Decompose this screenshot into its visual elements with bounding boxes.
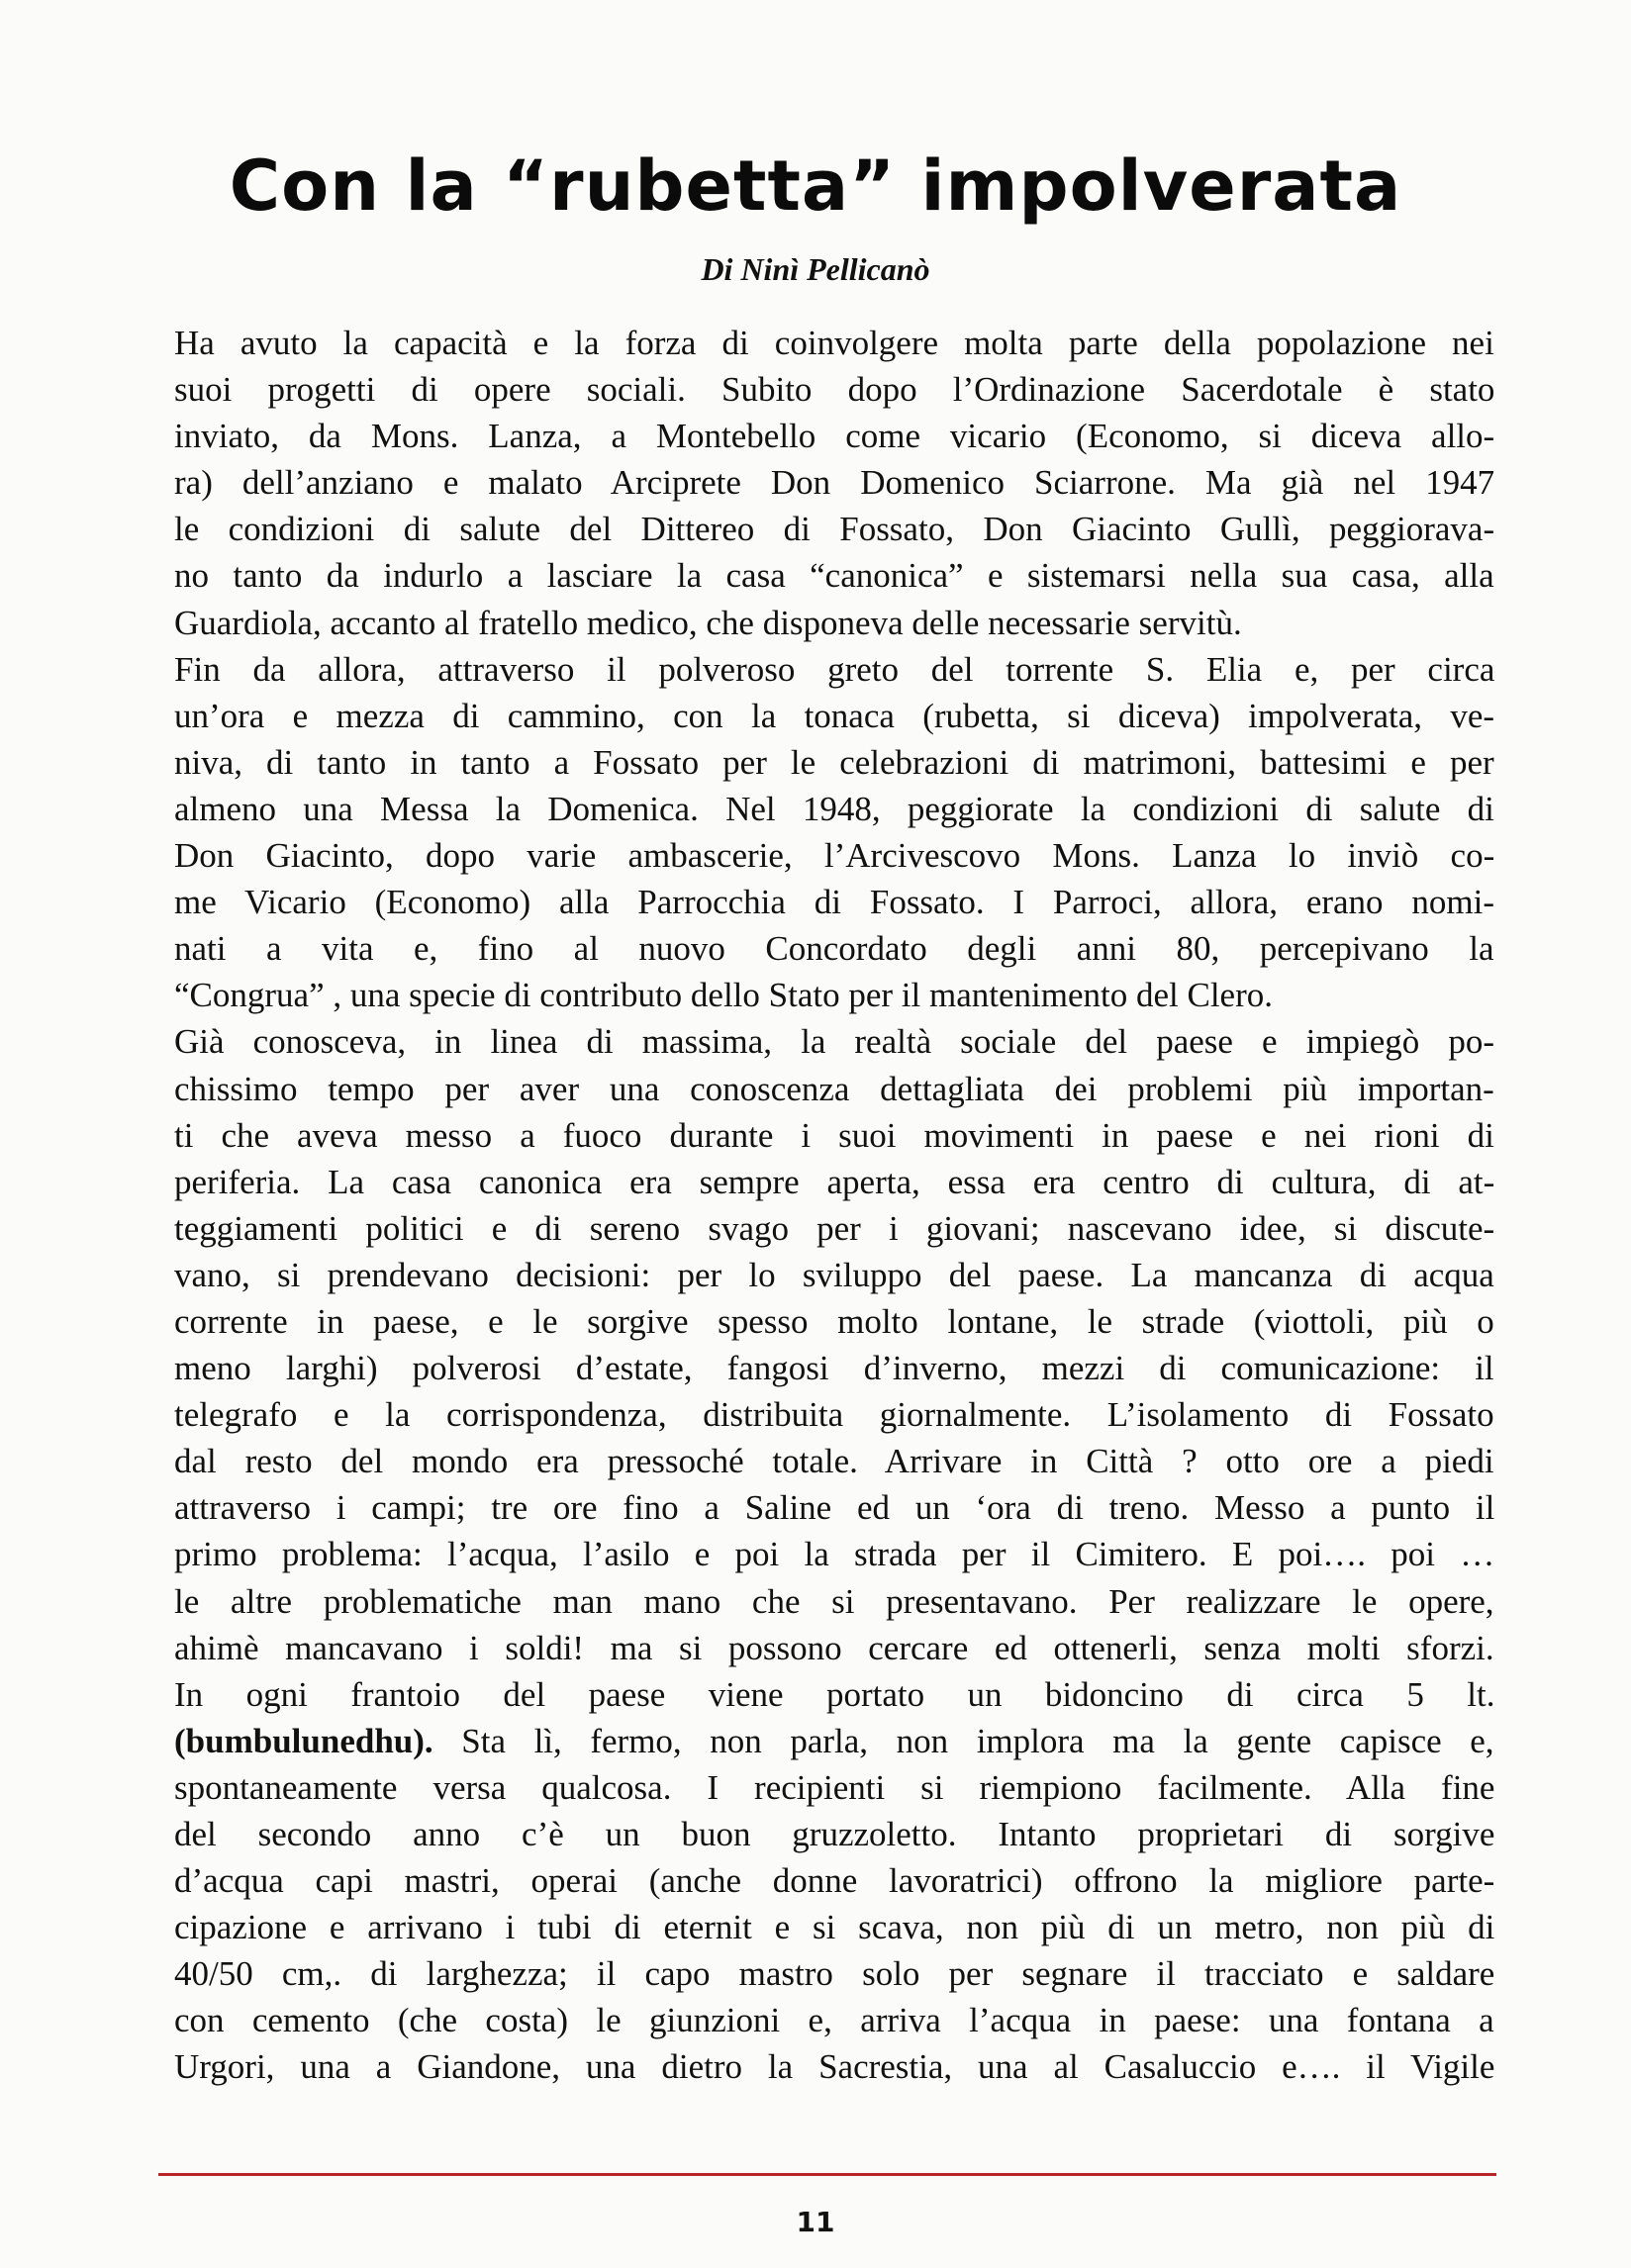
text-line: Fin da allora, attraverso il polveroso greto del torrente S. Elia e, per circa (174, 649, 1494, 689)
text-line: Già conosceva, in linea di massima, la realtà sociale del paese e impiegò po- (174, 1022, 1494, 1062)
text-line: un’ora e mezza di cammino, con la tonaca (rubetta, si diceva) impolverata, ve- (174, 696, 1494, 735)
text-line: “Congrua” , una specie di contributo dello Stato per il mantenimento del Clero. (174, 976, 1273, 1015)
text-line: ra) dell’anziano e malato Arciprete Don Domenico Sciarrone. Ma già nel 1947 (174, 463, 1494, 503)
text-line: le condizioni di salute del Dittereo di Fossato, Don Giacinto Gullì, peggiorava- (174, 510, 1494, 549)
text-span: Sta lì, fermo, non parla, non implora ma la gente capisce e, (432, 1721, 1494, 1760)
text-line-mixed (174, 1718, 1494, 1764)
text-line: inviato, da Mons. Lanza, a Montebello come vicario (Economo, si diceva allo- (174, 417, 1494, 456)
text-line: vano, si prendevano decisioni: per lo sviluppo del paese. La mancanza di acqua (174, 1255, 1494, 1294)
text-line: almeno una Messa la Domenica. Nel 1948, peggiorate la condizioni di salute di (174, 789, 1494, 828)
text-line: chissimo tempo per aver una conoscenza dettagliata dei problemi più importan- (174, 1069, 1494, 1108)
text-line: me Vicario (Economo) alla Parrocchia di Fossato. I Parroci, allora, erano nomi- (174, 883, 1494, 922)
article-title: Con la “rubetta” impolverata (229, 145, 1402, 227)
text-line: periferia. La casa canonica era sempre aperta, essa era centro di cultura, di at- (174, 1162, 1494, 1201)
article-byline: Di Ninì Pellicanò (701, 251, 930, 287)
text-line: telegrafo e la corrispondenza, distribuita giornalmente. L’isolamento di Fossato (174, 1395, 1494, 1435)
article-body (174, 320, 1494, 2091)
text-line: del secondo anno c’è un buon gruzzoletto. Intanto proprietari di sorgive (174, 1815, 1494, 1853)
text-line: nati a vita e, fino al nuovo Concordato degli anni 80, percepivano la (174, 929, 1494, 969)
text-line: corrente in paese, e le sorgive spesso molto lontane, le strade (viottoli, più o (174, 1301, 1494, 1341)
text-line: 40/50 cm,. di larghezza; il capo mastro solo per segnare il tracciato e saldare (174, 1954, 1494, 1994)
text-line: Guardiola, accanto al fratello medico, che disponeva delle necessarie servitù. (174, 603, 1242, 642)
text-line: primo problema: l’acqua, l’asilo e poi la strada per il Cimitero. E poi…. poi … (174, 1535, 1494, 1574)
text-line: suoi progetti di opere sociali. Subito dopo l’Ordinazione Sacerdotale è stato (174, 370, 1494, 410)
text-line: teggiamenti politici e di sereno svago per i giovani; nascevano idee, si discute- (174, 1208, 1494, 1248)
text-line: Don Giacinto, dopo varie ambascerie, l’Arcivescovo Mons. Lanza lo inviò co- (174, 836, 1494, 876)
text-line: ahimè mancavano i soldi! ma si possono cercare ed ottenerli, senza molti sforzi. (174, 1628, 1494, 1667)
text-line: dal resto del mondo era pressoché totale. Arrivare in Città ? otto ore a piedi (174, 1442, 1494, 1481)
text-line: meno larghi) polverosi d’estate, fangosi d’inverno, mezzi di comunicazione: il (174, 1349, 1494, 1388)
text-line: Urgori, una a Giandone, una dietro la Sacrestia, una al Casaluccio e…. il Vigile (174, 2047, 1494, 2087)
footer-divider (158, 2173, 1496, 2176)
text-line: cipazione e arrivano i tubi di eternit e si scava, non più di un metro, non più di (174, 1908, 1494, 1947)
text-line: le altre problematiche man mano che si presentavano. Per realizzare le opere, (174, 1581, 1494, 1621)
text-line: d’acqua capi mastri, operai (anche donne lavoratrici) offrono la migliore parte- (174, 1861, 1494, 1901)
text-line: In ogni frantoio del paese viene portato un bidoncino di circa 5 lt. (174, 1674, 1494, 1714)
text-line: ti che aveva messo a fuoco durante i suoi movimenti in paese e nei rioni di (174, 1115, 1494, 1155)
text-line: no tanto da indurlo a lasciare la casa “canonica” e sistemarsi nella sua casa, alla (174, 556, 1494, 596)
bold-term: (bumbulunedhu). (174, 1721, 433, 1760)
text-line: niva, di tanto in tanto a Fossato per le celebrazioni di matrimoni, battesimi e per (174, 742, 1494, 782)
text-line: spontaneamente versa qualcosa. I recipienti si riempiono facilmente. Alla fine (174, 1767, 1494, 1807)
page-number: 11 (796, 2206, 835, 2238)
text-line: Ha avuto la capacità e la forza di coinvolgere molta parte della popolazione nei (174, 324, 1494, 362)
text-line: attraverso i campi; tre ore fino a Saline ed un ‘ora di treno. Messo a punto il (174, 1488, 1494, 1528)
text-line: con cemento (che costa) le giunzioni e, arriva l’acqua in paese: una fontana a (174, 2001, 1494, 2040)
